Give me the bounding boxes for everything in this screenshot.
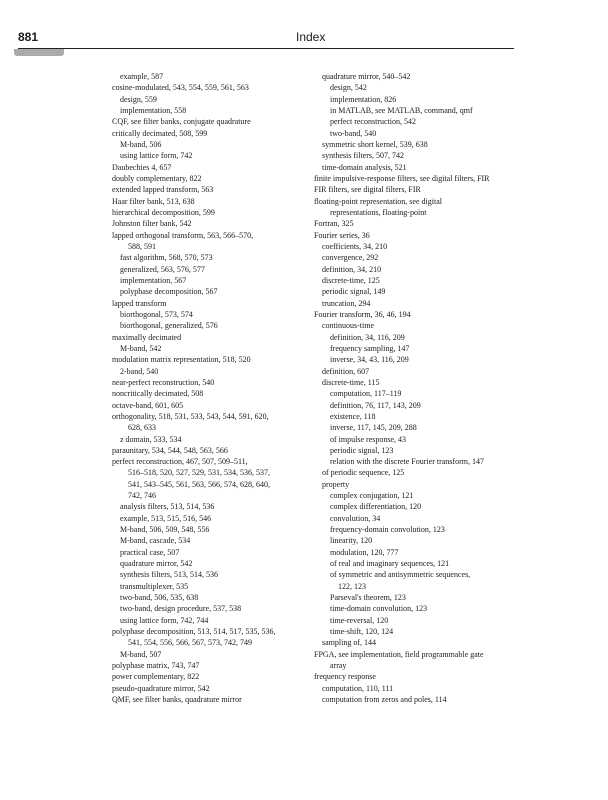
index-entry: time-domain convolution, 123 [330,604,428,614]
index-entry: using lattice form, 742 [120,151,193,161]
index-entry: in MATLAB, see MATLAB, command, qmf [330,105,473,115]
index-entry: sampling of, 144 [322,638,376,648]
header-rule [18,48,514,49]
index-entry: extended lapped transform, 563 [112,185,214,195]
page-number: 881 [18,30,39,44]
index-entry: existence, 118 [330,411,376,421]
index-entry: generalized, 563, 576, 577 [120,264,205,274]
index-entry: Fourier transform, 36, 46, 194 [314,309,411,319]
index-entry: critically decimated, 508, 599 [112,128,208,138]
index-entry: M-band, 506 [120,139,162,149]
index-entry: pseudo-quadrature mirror, 542 [112,683,210,693]
index-entry: periodic signal, 123 [330,445,394,455]
index-entry: orthogonality, 518, 531, 533, 543, 544, 591, 620, [112,411,269,421]
index-entry: hierarchical decomposition, 599 [112,207,215,217]
index-entry: design, 542 [330,83,367,93]
thumb-tab [14,49,64,56]
index-entry: Fourier series, 36 [314,230,370,240]
index-entry: Fortran, 325 [314,219,354,229]
index-entry: FPGA, see implementation, field programmable gate [314,649,484,659]
index-entry: coefficients, 34, 210 [322,241,388,251]
index-entry: array [330,661,347,671]
index-entry: frequency sampling, 147 [330,343,410,353]
index-entry: 541, 554, 556, 566, 567, 573, 742, 749 [128,638,252,648]
index-entry: convolution, 34 [330,513,381,523]
index-entry: of symmetric and antisymmetric sequences, [330,570,471,580]
index-entry: CQF, see filter banks, conjugate quadrature [112,117,251,127]
index-entry: polyphase matrix, 743, 747 [112,661,200,671]
index-entry: inverse, 34, 43, 116, 209 [330,355,409,365]
index-entry: 541, 543–545, 561, 563, 566, 574, 628, 640, [128,479,270,489]
index-entry: discrete-time, 115 [322,377,380,387]
index-entry: polyphase decomposition, 567 [120,287,218,297]
index-entry: near-perfect reconstruction, 540 [112,377,215,387]
index-entry: noncritically decimated, 508 [112,389,204,399]
index-entry: two-band, 506, 535, 638 [120,593,199,603]
index-entry: representations, floating-point [330,207,427,217]
index-entry: 122, 123 [338,581,366,591]
index-entry: 2-band, 540 [120,366,159,376]
index-entry: 628, 633 [128,423,156,433]
index-entry: complex differentiation, 120 [330,502,422,512]
index-entry: implementation, 826 [330,94,397,104]
index-entry: frequency-domain convolution, 123 [330,525,445,535]
index-entry: M-band, cascade, 534 [120,536,191,546]
index-entry: example, 513, 515, 516, 546 [120,513,212,523]
index-entry: cosine-modulated, 543, 554, 559, 561, 563 [112,83,249,93]
index-entry: analysis filters, 513, 514, 536 [120,502,215,512]
index-entry: 742, 746 [128,491,156,501]
index-entry: perfect reconstruction, 542 [330,117,416,127]
index-entry: truncation, 294 [322,298,371,308]
index-entry: modulation matrix representation, 518, 520 [112,355,251,365]
index-entry: quadrature mirror, 542 [120,559,193,569]
index-entry: inverse, 117, 145, 209, 288 [330,423,417,433]
index-entry: power complementary, 822 [112,672,200,682]
index-entry: FIR filters, see digital filters, FIR [314,185,421,195]
index-entry: definition, 607 [322,366,370,376]
index-entry: octave-band, 601, 605 [112,400,184,410]
index-entry: floating-point representation, see digital [314,196,442,206]
index-entry: polyphase decomposition, 513, 514, 517, 535, 536, [112,627,276,637]
index-entry: biorthogonal, 573, 574 [120,309,193,319]
index-entry: finite impulsive-response filters, see digital filters, FIR [314,173,490,183]
index-entry: z domain, 533, 534 [120,434,182,444]
index-entry: Parseval's theorem, 123 [330,593,406,603]
index-entry: using lattice form, 742, 744 [120,615,209,625]
index-entry: of real and imaginary sequences, 121 [330,559,450,569]
index-entry: symmetric short kernel, 539, 638 [322,139,428,149]
index-entry: QMF, see filter banks, quadrature mirror [112,695,242,705]
index-entry: M-band, 542 [120,343,162,353]
index-column-left [112,71,276,705]
index-entry: M-band, 506, 509, 548, 556 [120,525,210,535]
index-entry: of periodic sequence, 125 [322,468,405,478]
index-entry: implementation, 558 [120,105,187,115]
index-entry: computation, 110, 111 [322,683,394,693]
index-entry: practical case, 507 [120,547,180,557]
index-entry: synthesis filters, 507, 742 [322,151,404,161]
index-entry: transmultiplexer, 535 [120,581,189,591]
index-entry: perfect reconstruction, 467, 507, 509–511, [112,457,248,467]
index-entry: lapped orthogonal transform, 563, 566–570, [112,230,254,240]
index-column-right [314,71,490,705]
index-entry: paraunitary, 534, 544, 548, 563, 566 [112,445,228,455]
index-entry: quadrature mirror, 540–542 [322,72,411,81]
index-entry: Daubechies 4, 657 [112,162,172,172]
index-entry: doubly complementary, 822 [112,173,202,183]
index-entry: computation from zeros and poles, 114 [322,695,447,705]
index-entry: Haar filter bank, 513, 638 [112,196,195,206]
index-entry: complex conjugation, 121 [330,491,414,501]
index-entry: biorthogonal, generalized, 576 [120,321,218,331]
index-entry: synthesis filters, 513, 514, 536 [120,570,218,580]
index-entry: 516–518, 520, 527, 529, 531, 534, 536, 537, [128,468,270,478]
index-entry: definition, 34, 210 [322,264,382,274]
index-entry: time-reversal, 120 [330,615,389,625]
index-entry: relation with the discrete Fourier transform, 147 [330,457,484,467]
index-entry: two-band, 540 [330,128,377,138]
index-entry: design, 559 [120,94,157,104]
index-entry: periodic signal, 149 [322,287,386,297]
index-entry: computation, 117–119 [330,389,402,399]
index-entry: of impulse response, 43 [330,434,406,444]
index-entry: frequency response [314,672,376,682]
index-entry: maximally decimated [112,332,182,342]
index-entry: example, 587 [120,72,164,81]
index-entry: 588, 591 [128,241,156,251]
index-entry: definition, 76, 117, 143, 209 [330,400,421,410]
index-entry: discrete-time, 125 [322,275,380,285]
index-entry: implementation, 567 [120,275,187,285]
index-entry: fast algorithm, 568, 570, 573 [120,253,213,263]
section-title: Index [296,30,326,44]
index-entry: two-band, design procedure, 537, 538 [120,604,242,614]
index-entry: linearity, 120 [330,536,373,546]
index-entry: convergence, 292 [322,253,379,263]
index-entry: time-domain analysis, 521 [322,162,407,172]
index-entry: property [322,479,350,489]
index-entry: definition, 34, 116, 209 [330,332,405,342]
index-entry: Johnston filter bank, 542 [112,219,192,229]
index-entry: time-shift, 120, 124 [330,627,394,637]
index-entry: lapped transform [112,298,167,308]
index-entry: modulation, 120, 777 [330,547,399,557]
index-entry: continuous-time [322,321,374,331]
index-entry: M-band, 507 [120,649,162,659]
